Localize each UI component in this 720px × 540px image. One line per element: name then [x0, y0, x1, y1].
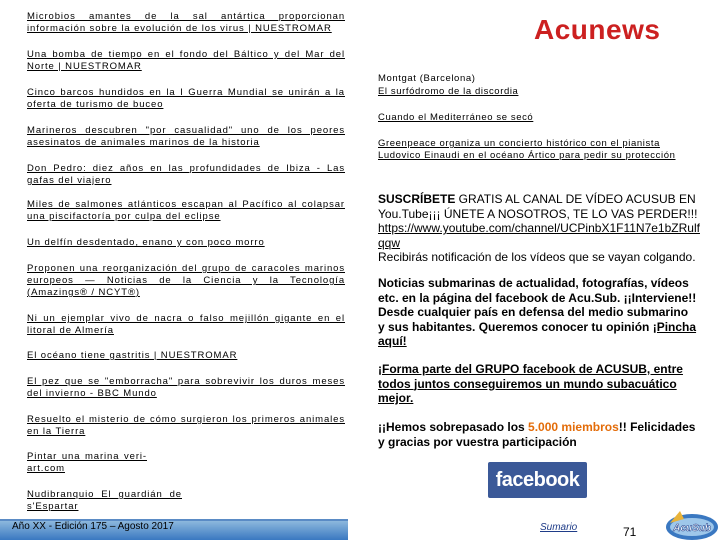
edition-label: Año XX - Edición 175 – Agosto 2017 [12, 521, 174, 532]
mediterraneo-link[interactable]: Cuando el Mediterráneo se secó [378, 112, 534, 123]
news-link-don-pedro[interactable]: Don Pedro: diez años en las profundidades de Ibiza - Las gafas del viajero [27, 163, 345, 186]
news-link-caracoles[interactable]: Proponen una reorganización del grupo de caracoles marinos europeos — Noticias de la Ciencia y la Tecnología (Amazings® / NCYT®) [27, 263, 345, 298]
news-link-bomba[interactable]: Una bomba de tiempo en el fondo del Báltico y del Mar del Norte | NUESTROMAR [27, 49, 345, 72]
subscribe-text: GRATIS AL CANAL DE VÍDEO ACUSUB EN You.Tube¡¡¡ ÚNETE A NOSOTROS, TE LO VAS PERDER!!! [378, 192, 698, 221]
news-link-pez[interactable]: El pez que se "emborracha" para sobrevivir los duros meses del invierno - BBC Mundo [27, 376, 345, 399]
news-link-gastritis[interactable]: El océano tiene gastritis | NUESTROMAR [27, 350, 238, 361]
news-link-nudibranquio[interactable]: Nudibranquio El guardián de s'Espartar [27, 489, 182, 512]
news-link-barcos[interactable]: Cinco barcos hundidos en la I Guerra Mundial se unirán a la oferta de turismo de buceo [27, 87, 345, 110]
facebook-news-block [378, 276, 698, 349]
acusub-logo-icon [664, 505, 720, 540]
subscribe-note: Recibirás notificación de los vídeos que se vayan colgando. [378, 250, 696, 264]
news-link-salmones[interactable]: Miles de salmones atlánticos escapan al Pacífico al colapsar una piscifactoría por culpa del eclipse [27, 199, 345, 222]
greenpeace-link[interactable]: Greenpeace organiza un concierto histórico con el pianista Ludovico Einaudi en el océano Ártico para pedir su protección [378, 138, 676, 161]
news-link-microbios[interactable]: Microbios amantes de la sal antártica proporcionan información sobre la evolución de los virus | NUESTROMAR [27, 11, 345, 34]
acusub-logo-text: AcuSub [673, 523, 711, 534]
subscribe-bold: SUSCRÍBETE [378, 192, 456, 206]
youtube-channel-link[interactable]: https://www.youtube.com/channel/UCPinbX1F11N7e1bZRulfqqw [378, 221, 700, 250]
members-post: !! Felicidades y gracias por vuestra participación [378, 420, 696, 449]
subscribe-block [378, 192, 700, 265]
facebook-button[interactable]: facebook [488, 462, 587, 498]
pincha-aqui-link[interactable]: ¡Pincha aquí! [378, 319, 697, 348]
page-number: 71 [623, 525, 637, 539]
grupo-facebook-link[interactable]: ¡Forma parte del GRUPO facebook de ACUSUB, entre todos juntos conseguiremos un mundo subacuático mejor. [378, 362, 683, 405]
news-link-misterio[interactable]: Resuelto el misterio de cómo surgieron los primeros animales en la Tierra [27, 414, 345, 437]
news-link-marina[interactable]: Pintar una marina veri-art.com [27, 451, 147, 474]
news-link-marineros[interactable]: Marineros descubren "por casualidad" uno de los peores asesinatos de animales marinos de la historia [27, 125, 345, 148]
surfodromo-link[interactable]: El surfódromo de la discordia [378, 86, 519, 97]
members-count: 5.000 miembros [528, 420, 619, 434]
members-block [378, 420, 698, 449]
members-pre: ¡¡Hemos sobrepasado los [378, 420, 529, 434]
acunews-logo: Acunews [534, 14, 661, 45]
montgat-heading: Montgat (Barcelona) [378, 73, 476, 84]
facebook-news-text: Noticias submarinas de actualidad, fotografías, vídeos etc. en la página del facebook de Acu.Sub. ¡¡Interviene!! Desde cualquier país en defensa del medio submarino y sus habitantes. Queremos conocer tu opinión [378, 276, 697, 334]
sumario-link[interactable]: Sumario [540, 522, 578, 533]
news-link-delfin[interactable]: Un delfín desdentado, enano y con poco morro [27, 237, 265, 248]
news-link-nacra[interactable]: Ni un ejemplar vivo de nacra o falso mejillón gigante en el litoral de Almería [27, 313, 345, 336]
